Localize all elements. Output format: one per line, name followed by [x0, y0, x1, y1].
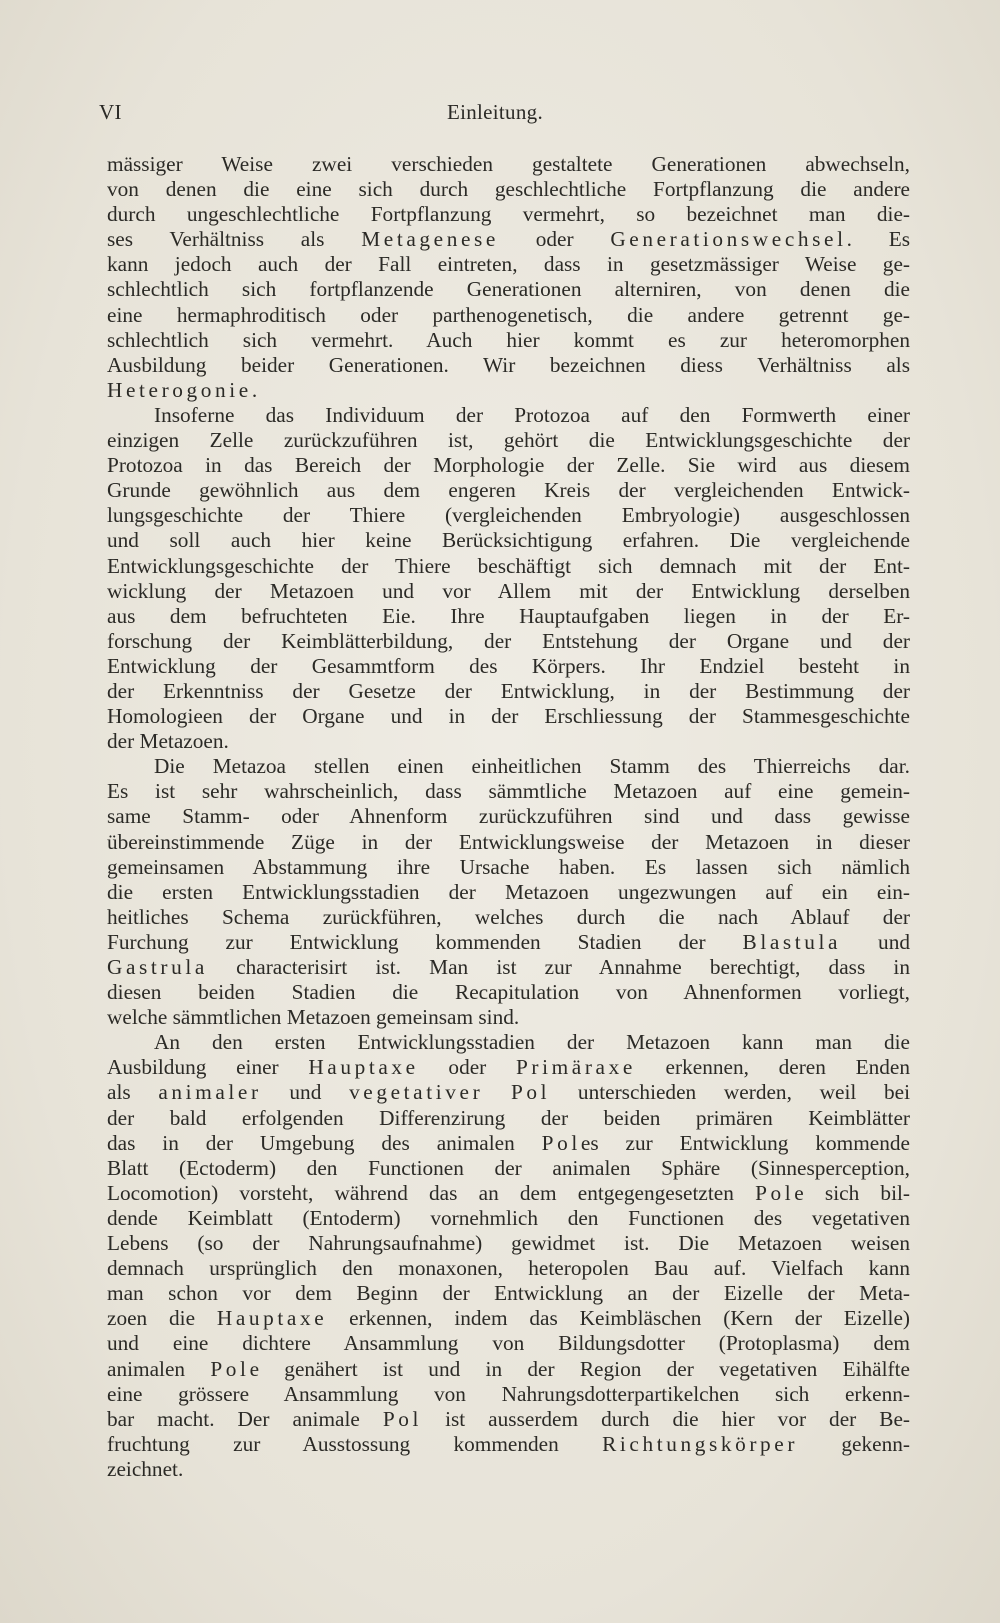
text-line: schlechtlich sich vermehrt. Auch hier kommt es zur heteromorphen [107, 327, 910, 352]
spaced-term: Pol [382, 1406, 423, 1431]
running-title: Einleitung. [446, 100, 543, 124]
text-line: welche sämmtlichen Metazoen gemeinsam sind. [107, 1005, 520, 1030]
spaced-term: Heterogonie [107, 377, 252, 402]
text-line: bar macht. Der animale Pol ist ausserdem durch die hier vor der Be- [107, 1406, 910, 1431]
text-line: kann jedoch auch der Fall eintreten, dass in gesetzmässiger Weise ge- [107, 252, 910, 277]
spaced-term: Primäraxe [515, 1055, 636, 1080]
spaced-term: Pol [541, 1130, 581, 1155]
text-line: Blatt (Ectoderm) den Functionen der animalen Sphäre (Sinnesperception, [107, 1155, 910, 1180]
spaced-term: Pol [510, 1080, 551, 1105]
text-line: Lebens (so der Nahrungsaufnahme) gewidmet ist. Die Metazoen weisen [107, 1231, 910, 1256]
spaced-term: Richtungskörper [602, 1431, 799, 1456]
spaced-term: Metagenese [361, 227, 499, 252]
text-line: zoen die Hauptaxe erkennen, indem das Keimbläschen (Kern der Eizelle) [107, 1306, 910, 1331]
text-line: diesen beiden Stadien die Recapitulation von Ahnenformen vorliegt, [107, 980, 910, 1005]
spaced-term: Pol [210, 1356, 250, 1381]
text-line: Gastrula characterisirt ist. Man ist zur Annahme berechtigt, dass in [107, 955, 910, 979]
text-line: das in der Umgebung des animalen Poles zur Entwicklung kommende [107, 1130, 910, 1155]
text-line: als animaler und vegetativer Pol unterschieden werden, weil bei [107, 1080, 911, 1105]
text-line: dende Keimblatt (Entoderm) vornehmlich den Functionen des vegetativen [107, 1205, 910, 1230]
text-line: fruchtung zur Ausstossung kommenden Richtungskörper gekenn- [107, 1431, 910, 1456]
text-line: Ausbildung beider Generationen. Wir bezeichnen diess Verhältniss als [107, 352, 910, 377]
text-line: Grunde gewöhnlich aus dem engeren Kreis der vergleichenden Entwick- [107, 478, 910, 503]
text-line: und eine dichtere Ansammlung von Bildungsdotter (Protoplasma) dem [107, 1331, 910, 1356]
text-line: durch ungeschlechtliche Fortpflanzung vermehrt, so bezeichnet man die- [107, 202, 910, 227]
spaced-term: Generationswechsel [610, 227, 847, 252]
text-line: der Metazoen. [107, 729, 229, 754]
text-line: einzigen Zelle zurückzuführen ist, gehört die Entwicklungsgeschichte der [107, 428, 910, 453]
text-line: same Stamm- oder Ahnenform zurückzuführen sind und dass gewisse [107, 804, 910, 829]
text-line: zeichnet. [107, 1456, 184, 1481]
text-line: übereinstimmende Züge in der Entwicklungsweise der Metazoen in dieser [107, 829, 910, 854]
text-line: und soll auch hier keine Berücksichtigung erfahren. Die vergleichende [107, 528, 910, 553]
text-line: mässiger Weise zwei verschieden gestaltete Generationen abwechseln, [107, 152, 910, 176]
text-line: Die Metazoa stellen einen einheitlichen Stamm des Thierreichs dar. [154, 754, 910, 779]
spaced-term: Hauptaxe [216, 1306, 328, 1331]
text-line: forschung der Keimblätterbildung, der Entstehung der Organe und der [107, 628, 910, 653]
text-line: Locomotion) vorsteht, während das an dem entgegengesetzten Pole sich bil- [107, 1180, 910, 1205]
text-line: animalen Pole genähert ist und in der Region der vegetativen Eihälfte [107, 1356, 910, 1381]
text-line: Es ist sehr wahrscheinlich, dass sämmtliche Metazoen auf eine gemein- [107, 779, 910, 804]
text-line: Insoferne das Individuum der Protozoa auf den Formwerth einer [154, 402, 910, 427]
text-line: wicklung der Metazoen und vor Allem mit der Entwicklung derselben [107, 578, 910, 603]
text-line: die ersten Entwicklungsstadien der Metazoen ungezwungen auf ein ein- [107, 879, 910, 904]
text-line: Entwicklungsgeschichte der Thiere beschäftigt sich demnach mit der Ent- [107, 553, 910, 578]
text-line: ses Verhältniss als Metagenese oder Generationswechsel. Es [107, 227, 910, 252]
text-line: heitliches Schema zurückführen, welches durch die nach Ablauf der [107, 904, 910, 929]
text-line: Ausbildung einer Hauptaxe oder Primäraxe erkennen, deren Enden [107, 1055, 910, 1080]
text-line: man schon vor dem Beginn der Entwicklung an der Eizelle der Meta- [107, 1281, 910, 1306]
text-line: lungsgeschichte der Thiere (vergleichenden Embryologie) ausgeschlossen [107, 503, 910, 528]
text-line: Furchung zur Entwicklung kommenden Stadien der Blastula und [107, 929, 910, 954]
spaced-term: Pol [755, 1180, 795, 1205]
text-line: schlechtlich sich fortpflanzende Generationen alterniren, von denen die [107, 277, 910, 302]
spaced-term: Hauptaxe [308, 1055, 419, 1080]
text-line: der Erkenntniss der Gesetze der Entwicklung, in der Bestimmung der [107, 678, 910, 703]
spaced-term: vegetativer [349, 1080, 484, 1105]
text-line: Entwicklung der Gesammtform des Körpers. Ihr Endziel besteht in [107, 653, 910, 678]
spaced-term: animaler [158, 1080, 262, 1105]
text-line: demnach ursprünglich den monaxonen, heteropolen Bau auf. Vielfach kann [107, 1256, 910, 1281]
text-line: eine hermaphroditisch oder parthenogenetisch, die andere getrennt ge- [107, 302, 910, 327]
body-text [107, 152, 910, 1482]
text-line: Homologieen der Organe und in der Erschliessung der Stammesgeschichte [107, 704, 910, 729]
text-line: eine grössere Ansammlung von Nahrungsdotterpartikelchen sich erkenn- [107, 1381, 910, 1406]
text-line: aus dem befruchteten Eie. Ihre Hauptaufgaben liegen in der Er- [107, 603, 910, 628]
text-line: Heterogonie. [107, 377, 258, 402]
page-number: VI [99, 100, 122, 124]
text-line: gemeinsamen Abstammung ihre Ursache haben. Es lassen sich nämlich [107, 854, 910, 879]
text-line: An den ersten Entwicklungsstadien der Metazoen kann man die [154, 1030, 910, 1055]
spaced-term: Blastula [742, 929, 842, 954]
spaced-term: Gastrula [107, 955, 208, 979]
text-line: Protozoa in das Bereich der Morphologie der Zelle. Sie wird aus diesem [107, 453, 910, 478]
text-line: der bald erfolgenden Differenzirung der beiden primären Keimblätter [107, 1105, 910, 1130]
text-line: von denen die eine sich durch geschlechtliche Fortpflanzung die andere [107, 177, 910, 202]
